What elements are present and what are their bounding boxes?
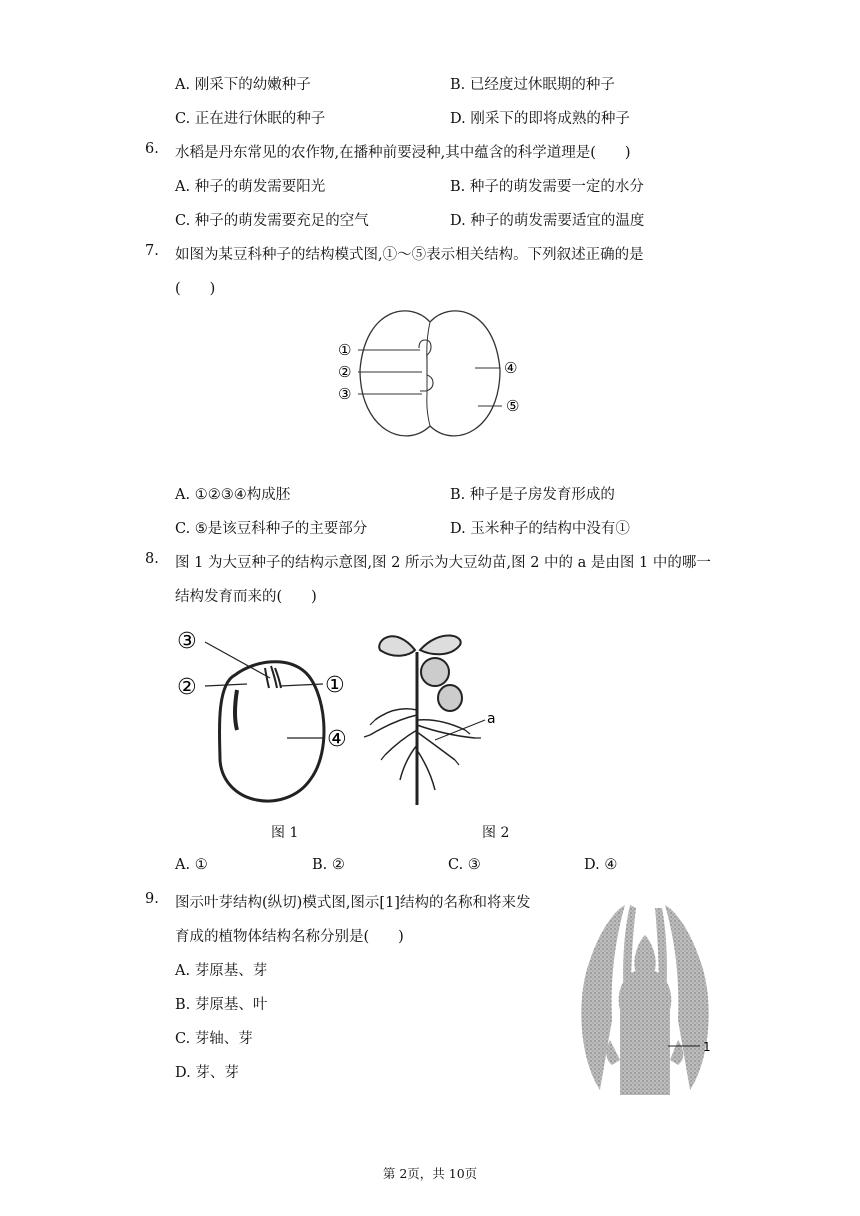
q8-option-c: C. ③	[448, 857, 481, 873]
q6-option-b: B. 种子的萌发需要一定的水分	[450, 179, 644, 195]
q5-option-c: C. 正在进行休眠的种子	[175, 111, 326, 127]
q6-number: 6.	[145, 141, 159, 157]
q8-option-d: D. ④	[584, 857, 618, 873]
q9-option-b: B. 芽原基、叶	[175, 997, 268, 1013]
q9-stem-line2: 育成的植物体结构名称分别是( )	[175, 929, 404, 945]
embryo-shape	[419, 340, 433, 391]
q9-option-a: A. 芽原基、芽	[175, 963, 268, 979]
q9-option-d: D. 芽、芽	[175, 1065, 239, 1081]
q8-fig1-label-2: ②	[177, 675, 197, 700]
q7-label-5: ⑤	[506, 397, 520, 415]
q9-stem-line1: 图示叶芽结构(纵切)模式图,图示[1]结构的名称和将来发	[175, 895, 531, 911]
q7-stem-line1: 如图为某豆科种子的结构模式图,①～⑤表示相关结构。下列叙述正确的是	[175, 247, 644, 263]
q7-stem-line2: ( )	[175, 281, 216, 297]
q7-label-4: ④	[504, 359, 518, 377]
q9-label-1: 1	[703, 1040, 711, 1054]
q8-option-b: B. ②	[312, 857, 345, 873]
q8-stem-line2: 结构发育而来的( )	[175, 589, 317, 605]
q7-option-a: A. ①②③④构成胚	[175, 487, 291, 503]
q7-label-3: ③	[338, 385, 352, 403]
q7-seed-diagram	[330, 300, 540, 450]
q6-stem: 水稻是丹东常见的农作物,在播种前要浸种,其中蕴含的科学道理是( )	[175, 145, 631, 161]
q7-option-d: D. 玉米种子的结构中没有①	[450, 521, 630, 537]
q9-leaf-bud-diagram	[570, 900, 720, 1100]
q8-fig2-label-a: a	[487, 711, 496, 727]
q7-option-c: C. ⑤是该豆科种子的主要部分	[175, 521, 368, 537]
q7-label-1: ①	[338, 341, 352, 359]
q8-fig2-caption: 图 2	[482, 825, 510, 841]
q8-fig1-label-1: ①	[325, 673, 345, 698]
q6-option-a: A. 种子的萌发需要阳光	[175, 179, 326, 195]
q8-stem-line1: 图 1 为大豆种子的结构示意图,图 2 所示为大豆幼苗,图 2 中的 a 是由图 1 中的哪一	[175, 555, 711, 571]
q8-fig1-bean-seed	[175, 620, 375, 810]
page-footer: 第 2页，共 10页	[382, 1166, 478, 1181]
q8-fig2-seedling	[355, 620, 515, 810]
q8-fig1-label-4: ④	[327, 727, 347, 752]
q8-option-a: A. ①	[175, 857, 208, 873]
bean-outline	[219, 662, 324, 801]
q6-option-d: D. 种子的萌发需要适宜的温度	[450, 213, 645, 229]
q7-option-b: B. 种子是子房发育形成的	[450, 487, 615, 503]
q5-option-d: D. 刚采下的即将成熟的种子	[450, 111, 630, 127]
q5-option-a: A. 刚采下的幼嫩种子	[175, 77, 311, 93]
q8-number: 8.	[145, 551, 159, 567]
q9-option-c: C. 芽轴、芽	[175, 1031, 253, 1047]
seed-outline	[360, 311, 500, 436]
q8-fig1-caption: 图 1	[271, 825, 299, 841]
q5-option-b: B. 已经度过休眠期的种子	[450, 77, 615, 93]
q8-fig1-label-3: ③	[177, 629, 197, 654]
q7-label-2: ②	[338, 363, 352, 381]
q6-option-c: C. 种子的萌发需要充足的空气	[175, 213, 369, 229]
q7-number: 7.	[145, 243, 159, 259]
q9-number: 9.	[145, 891, 159, 907]
